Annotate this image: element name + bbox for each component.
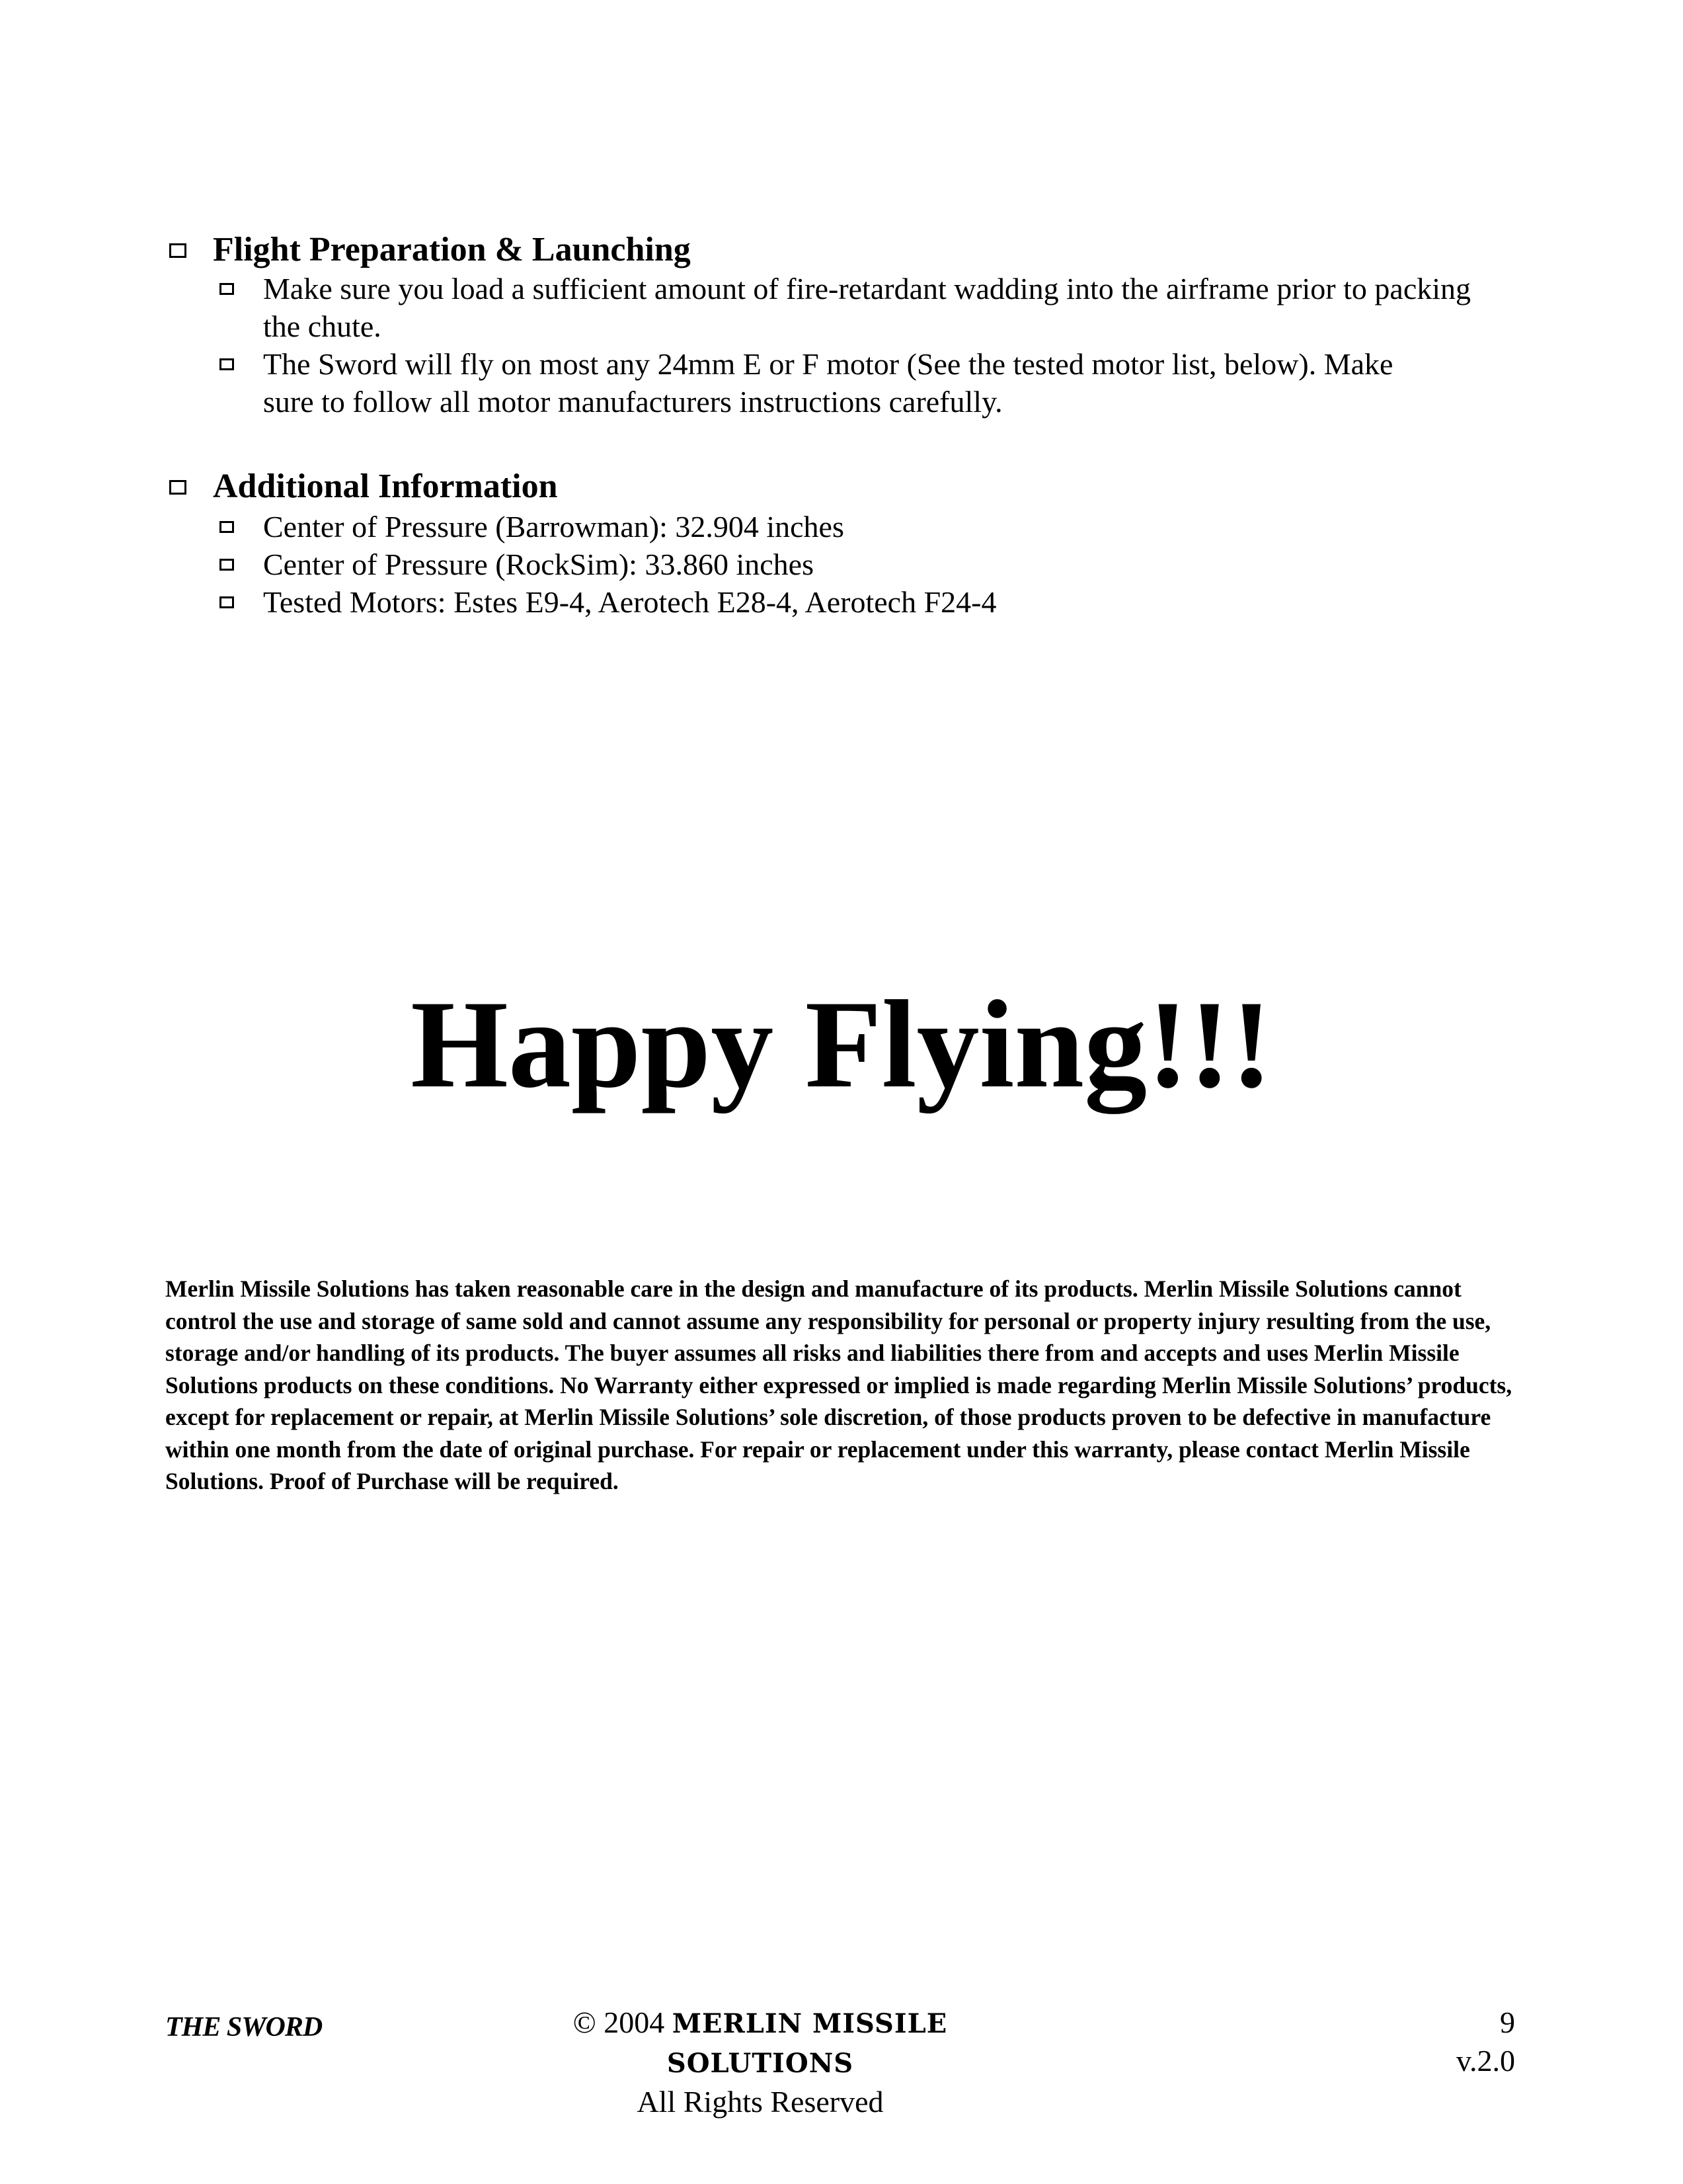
happy-flying-banner: Happy Flying!!! (411, 975, 1272, 1114)
checkbox-icon (219, 358, 234, 370)
section-flight-preparation (165, 229, 1553, 421)
list-item-text: Make sure you load a sufficient amount of fire-retardant wadding into the airframe prior to packing the chute. (263, 272, 1471, 343)
list-item-text: The Sword will fly on most any 24mm E or F motor (See the tested motor list, below). Make sure to follow all motor manufacturers instructions carefully. (263, 347, 1393, 419)
copyright-line (509, 2003, 1011, 2083)
checkbox-icon (219, 559, 234, 571)
checkbox-icon (169, 243, 186, 258)
checkbox-icon (219, 283, 234, 295)
page-number: 9 (1500, 2005, 1515, 2039)
list-item-text: Tested Motors: Estes E9-4, Aerotech E28-4, Aerotech F24-4 (263, 585, 997, 619)
checkbox-icon (219, 596, 234, 608)
warranty-disclaimer: Merlin Missile Solutions has taken reasonable care in the design and manufacture of its products. Merlin Missile Solutions cannot control the use and storage of same sold and cannot assume any responsibility for personal or property injury resulting from the use, storage and/or handling of its products. The buyer assumes all risks and liabilities there from and accepts and uses Merlin Missile Solutions products on these conditions. No Warranty either expressed or implied is made regarding Merlin Missile Solutions’ products, except for replacement or repair, at Merlin Missile Solutions’ sole discretion, of those products proven to be defective in manufacture within one month from the date of original purchase. For repair or replacement under this warranty, please contact Merlin Missile Solutions. Proof of Purchase will be required. (165, 1275, 1512, 1494)
copyright-prefix: © 2004 (572, 2005, 665, 2039)
footer-page-info (1456, 2003, 1515, 2080)
list-item (213, 546, 1553, 583)
section-heading-row (165, 229, 1553, 271)
section-additional-information (165, 465, 1553, 621)
list-item-text: Center of Pressure (Barrowman): 32.904 inches (263, 510, 844, 544)
section-heading-row (165, 465, 1553, 508)
list-item (213, 508, 1553, 546)
section-heading: Additional Information (213, 467, 558, 505)
checkbox-icon (219, 521, 234, 533)
footer-copyright (509, 2003, 1011, 2121)
list-item (213, 270, 1553, 345)
footer-product-name: THE SWORD (165, 2012, 323, 2042)
rights-reserved: All Rights Reserved (637, 2085, 884, 2119)
list-item (213, 345, 1553, 421)
list-item-text: Center of Pressure (RockSim): 33.860 inches (263, 547, 814, 581)
list-item (213, 583, 1553, 621)
version-label: v.2.0 (1456, 2044, 1515, 2078)
checkbox-icon (169, 480, 186, 495)
company-name: MERLIN MISSILE SOLUTIONS (666, 2008, 948, 2079)
section-heading: Flight Preparation & Launching (213, 231, 691, 268)
